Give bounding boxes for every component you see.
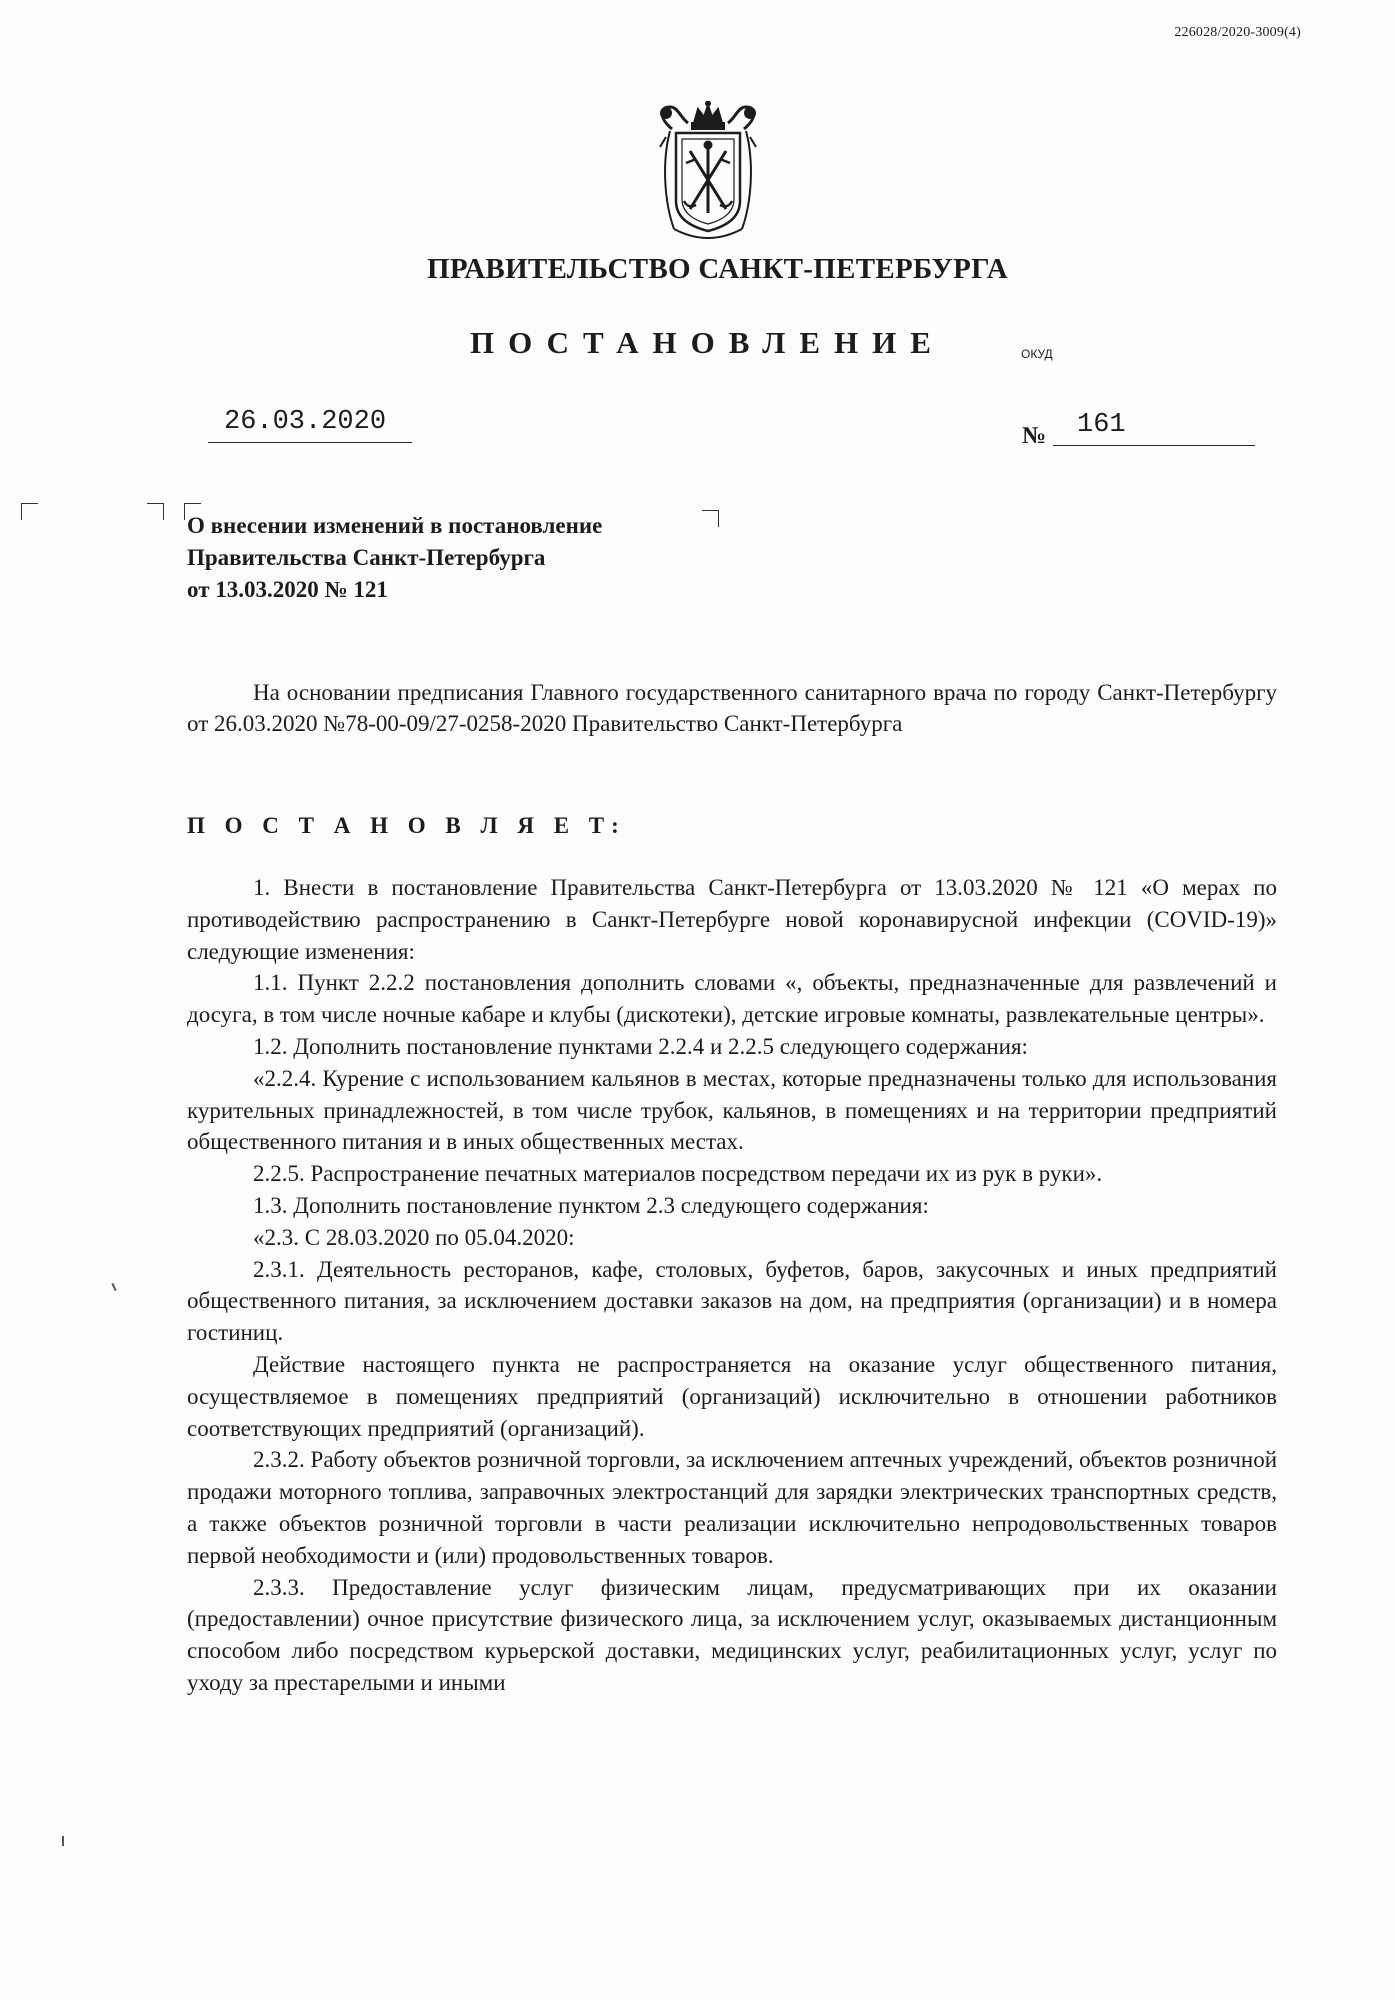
body-paragraph: 2.3.2. Работу объектов розничной торговли, за исключением аптечных учреждений, объектов розничной продажи моторного топлива, заправочных электростанций для зарядки электрических транспортных средств, а также объектов розничной торговли в части реализации исключительно непродовольственных товаров первой необходимости и (или) продовольственных товаров.	[187, 1447, 1277, 1568]
legal-basis-paragraph: На основании предписания Главного государственного санитарного врача по городу Санкт-Петербургу от 26.03.2020 №78-00-09/27-0258-2020 Правительство Санкт-Петербурга	[187, 680, 1277, 736]
body-paragraph: Действие настоящего пункта не распространяется на оказание услуг общественного питания, осуществляемое в помещениях предприятий (организаций) исключительно в отношении работников соответствующих предприятий (организаций).	[187, 1351, 1277, 1441]
body-paragraph: 1. Внести в постановление Правительства Санкт-Петербурга от 13.03.2020 № 121 «О мерах по противодействию распространению в Санкт-Петербурге новой коронавирусной инфекции (COVID-19)» следующие изменения:	[187, 875, 1277, 964]
body-paragraph: 2.2.5. Распространение печатных материалов посредством передачи их из рук в руки».	[253, 1161, 1103, 1187]
body-paragraph: 1.1. Пункт 2.2.2 постановления дополнить словами «, объекты, предназначенные для развлечений и досуга, в том числе ночные кабаре и клубы (дискотеки), детские игровые комнаты, развлекательные центры».	[187, 970, 1277, 1028]
document-number: 161	[1053, 410, 1255, 446]
scan-speck	[62, 1836, 64, 1846]
body-paragraph: «2.2.4. Курение с использованием кальянов в местах, которые предназначены только для использования курительных принадлежностей, в том числе трубок, кальянов, в помещениях и на территории предприятий общественного питания и в иных общественных местах.	[187, 1065, 1277, 1155]
registry-number: 226028/2020-3009(4)	[1174, 25, 1301, 40]
number-sign: №	[1022, 423, 1047, 449]
body-paragraph: 2.3.3. Предоставление услуг физическим лицам, предусматривающих при их оказании (предоставлении) очное присутствие физического лица, за исключением услуг, оказываемых дистанционным способом либо посредством курьерской доставки, медицинских услуг, реабилитационных услуг, услуг по уходу за престарелыми и иными	[187, 1574, 1277, 1695]
subject-line: от 13.03.2020 № 121	[187, 577, 388, 602]
scan-speck	[111, 1283, 116, 1291]
body-paragraph: 1.3. Дополнить постановление пунктом 2.3 следующего содержания:	[253, 1192, 929, 1218]
okud-label: ОКУД	[1021, 347, 1053, 361]
body-paragraph: 1.2. Дополнить постановление пунктами 2.2.4 и 2.2.5 следующего содержания:	[253, 1033, 1028, 1059]
document-type: ПОСТАНОВЛЕНИЕ	[470, 325, 945, 360]
st-petersburg-coat-of-arms-icon	[652, 101, 764, 247]
issuing-authority: ПРАВИТЕЛЬСТВО САНКТ-ПЕТЕРБУРГА	[427, 253, 1008, 285]
body-paragraph: «2.3. С 28.03.2020 по 05.04.2020:	[253, 1224, 575, 1250]
subject-line: О внесении изменений в постановление	[187, 513, 603, 538]
resolves-heading: П О С Т А Н О В Л Я Е Т:	[187, 813, 626, 838]
subject-line: Правительства Санкт-Петербурга	[187, 545, 546, 570]
document-body	[187, 872, 1277, 1699]
corner-mark	[147, 503, 164, 520]
document-date: 26.03.2020	[208, 405, 412, 443]
corner-mark	[21, 503, 38, 520]
body-paragraph: 2.3.1. Деятельность ресторанов, кафе, столовых, буфетов, баров, закусочных и иных предприятий общественного питания, за исключением доставки заказов на дом, на предприятия (организации) и в номера гостиниц.	[187, 1256, 1277, 1346]
corner-mark	[702, 510, 719, 527]
document-subject	[187, 510, 602, 606]
